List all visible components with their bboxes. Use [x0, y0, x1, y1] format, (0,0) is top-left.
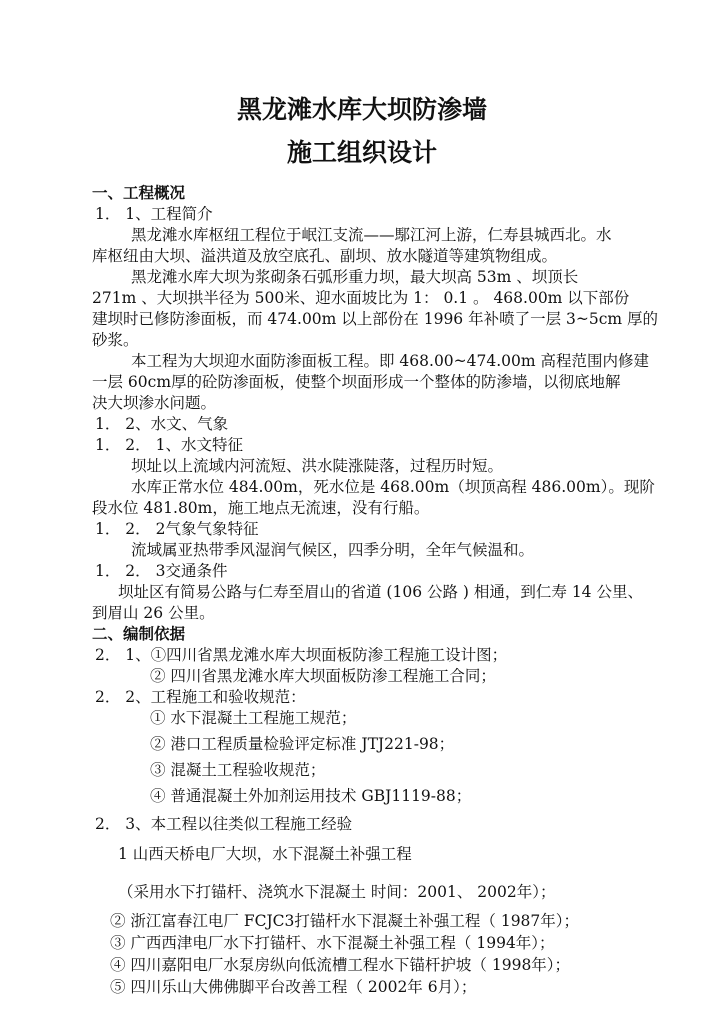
paragraph-line: 黑龙滩水库枢纽工程位于岷江支流——䣕江河上游，仁寿县城西北。水: [131, 226, 612, 244]
paragraph-line: 段水位 481.80m，施工地点无流速，没有行船。: [92, 499, 430, 517]
paragraph-line: 建坝时已修防渗面板，而 474.00m 以上部份在 1996 年补喷了一层 3~5cm 厚的: [92, 310, 659, 328]
paragraph-line: 流域属亚热带季风湿润气候区，四季分明，全年气候温和。: [131, 541, 535, 559]
list-item: ② 浙江富春江电厂 FCJC3打锚杆水下混凝土补强工程（ 1987年）；: [110, 912, 580, 930]
section2-heading: 二、编制依据: [92, 625, 186, 643]
paragraph-line: 坝址区有简易公路与仁寿至眉山的省道 (106 公路 ) 相通，到仁寿 14 公里、: [118, 583, 643, 601]
document-title: 黑龙滩水库大坝防渗墙: [236, 95, 487, 124]
document-subtitle: 施工组织设计: [286, 138, 437, 167]
paragraph-line: 水库正常水位 484.00m，死水位是 468.00m（坝顶高程 486.00m）。现阶: [131, 478, 655, 496]
sub2-3-heading: 1． 2． 3交通条件: [95, 562, 228, 580]
sub2-2-heading: 1． 2． 2气象气象特征: [95, 520, 259, 538]
list-item: ③ 广西西津电厂水下打锚杆、水下混凝土补强工程（ 1994年）；: [110, 934, 555, 952]
paragraph-line: 本工程为大坝迎水面防渗面板工程。即 468.00~474.00m 高程范围内修建: [131, 352, 650, 370]
item3-heading: 2． 3、本工程以往类似工程施工经验: [95, 815, 353, 833]
list-item: ④ 普通混凝土外加剂运用技术 GBJ1119-88；: [150, 787, 472, 805]
paragraph-line: 库枢纽由大坝、溢洪道及放空底孔、副坝、放水隧道等建筑物组成。: [92, 247, 558, 265]
paragraph-line: 一层 60cm厚的砼防渗面板，使整个坝面形成一个整体的防渗墙，以彻底地解: [92, 373, 621, 391]
list-item: ② 港口工程质量检验评定标准 JTJ221-98；: [150, 735, 455, 753]
sub1-heading: 1． 1、工程简介: [95, 205, 213, 223]
list-item: ⑤ 四川乐山大佛佛脚平台改善工程（ 2002年 6月）；: [110, 978, 477, 996]
list-item: 1 山西天桥电厂大坝，水下混凝土补强工程: [118, 845, 412, 863]
list-item: ④ 四川嘉阳电厂水泵房纵向低流槽工程水下锚杆护坡（ 1998年）；: [110, 956, 571, 974]
list-item: ③ 混凝土工程验收规范；: [150, 761, 326, 779]
section1-heading: 一、工程概况: [92, 184, 186, 202]
list-item: ② 四川省黑龙滩水库大坝面板防渗工程施工合同；: [150, 667, 496, 685]
list-item: ① 水下混凝土工程施工规范；: [150, 709, 357, 727]
sub2-heading: 1． 2、水文、气象: [95, 415, 229, 433]
list-item: （采用水下打锚杆、浇筑水下混凝土 时间：2001、 2002年）；: [118, 883, 556, 901]
list-item: 2． 1、①四川省黑龙滩水库大坝面板防渗工程施工设计图；: [95, 646, 508, 664]
paragraph-line: 决大坝渗水问题。: [92, 394, 217, 412]
paragraph-line: 坝址以上流域内河流短、洪水陡涨陡落，过程历时短。: [131, 457, 504, 475]
paragraph-line: 黑龙滩水库大坝为浆砌条石弧形重力坝，最大坝高 53m 、坝顶长: [131, 268, 579, 286]
paragraph-line: 砂浆。: [92, 331, 139, 349]
paragraph-line: 271m 、大坝拱半径为 500米、迎水面坡比为 1： 0.1 。 468.00m 以下部份: [92, 289, 630, 307]
item2-heading: 2． 2、工程施工和验收规范：: [95, 688, 306, 706]
paragraph-line: 到眉山 26 公里。: [92, 604, 215, 622]
sub2-1-heading: 1． 2． 1、水文特征: [95, 436, 243, 454]
